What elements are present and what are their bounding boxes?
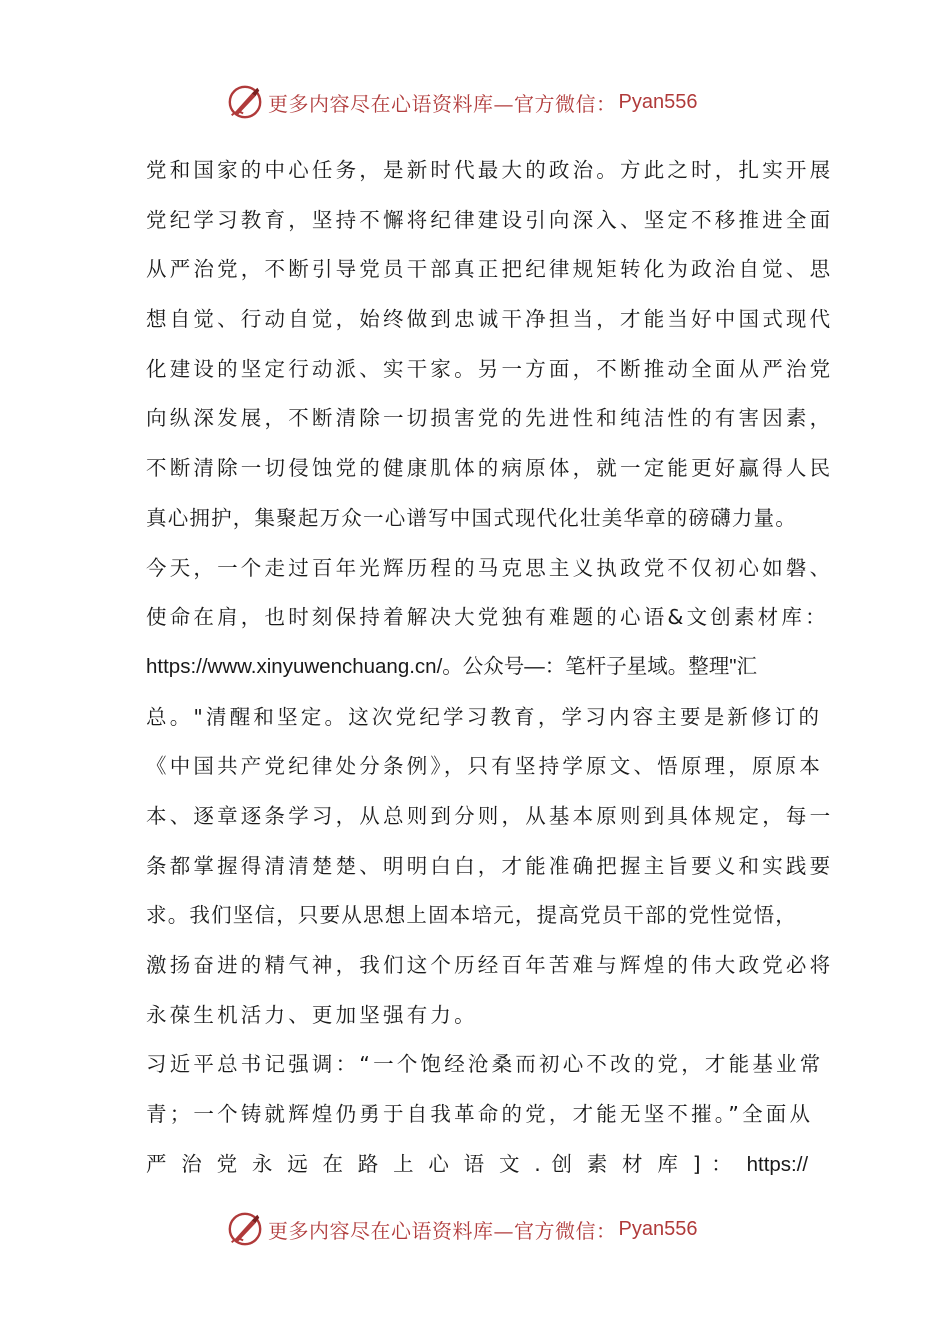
banner-wechat-id: Pyan556 <box>618 90 698 113</box>
paragraph-line: 激扬奋进的精气神，我们这个历经百年苦难与辉煌的伟大政党必将 <box>146 953 834 977</box>
char: 远 <box>287 1151 312 1176</box>
char: 语 <box>463 1151 489 1176</box>
paragraph-line: 化建设的坚定行动派、实干家。另一方面，不断推动全面从严治党 <box>146 356 834 381</box>
char: 文 <box>498 1151 524 1176</box>
paragraph-line: 青；一个铸就辉煌仍勇于自我革命的党，才能无坚不摧。”全面从 <box>146 1102 814 1127</box>
pen-logo-icon <box>226 83 264 121</box>
paragraph-line: 本、逐章逐条学习，从总则到分则，从基本原则到具体规定，每一 <box>146 803 834 828</box>
paragraph-line: 习近平总书记强调：“一个饱经沧桑而初心不改的党，才能基业常 <box>146 1052 824 1077</box>
banner-text: 更多内容尽在心语资料库—官方微信： <box>268 91 617 116</box>
char: 治 <box>181 1151 206 1176</box>
paragraph-line: 条都掌握得清清楚楚、明明白白，才能准确把握主旨要义和实践要 <box>146 853 834 878</box>
paragraph-line: 党和国家的中心任务，是新时代最大的政治。方此之时，扎实开展 <box>146 158 834 182</box>
banner-wechat-id: Pyan556 <box>618 1217 698 1240</box>
paragraph-line: 党纪学习教育，坚持不懈将纪律建设引向深入、坚定不移推进全面 <box>146 207 834 232</box>
char: ： <box>711 1151 736 1176</box>
char: 永 <box>251 1151 277 1176</box>
footer-banner <box>226 1209 746 1249</box>
char: 素 <box>586 1151 612 1176</box>
paragraph-line: 总。"清醒和坚定。这次党纪学习教育，学习内容主要是新修订的 <box>146 704 823 729</box>
paragraph-line: 向纵深发展，不断清除一切损害党的先进性和纯洁性的有害因素， <box>146 406 834 431</box>
paragraph-line: 想自觉、行动自觉，始终做到忠诚干净担当，才能当好中国式现代 <box>146 307 834 332</box>
char: 库 <box>657 1151 682 1176</box>
char: 创 <box>551 1151 577 1176</box>
char: 在 <box>322 1151 348 1176</box>
pen-logo-icon <box>226 1210 264 1248</box>
paragraph-line: 真心拥护，集聚起万众一心谱写中国式现代化壮美华章的磅礴力量。 <box>146 505 797 530</box>
paragraph-line-url: https://www.xinyuwenchuang.cn/。公众号—：笔杆子星域。整理"汇 <box>146 654 758 678</box>
char: 上 <box>393 1151 418 1176</box>
paragraph-line: 使命在肩，也时刻保持着解决大党独有难题的心语&文创素材库： <box>146 605 829 630</box>
banner-text: 更多内容尽在心语资料库—官方微信： <box>268 1218 617 1243</box>
paragraph-line: 求。我们坚信，只要从思想上固本培元，提高党员干部的党性觉悟， <box>146 903 797 928</box>
paragraph-line: 不断清除一切侵蚀党的健康肌体的病原体，就一定能更好赢得人民 <box>146 456 834 481</box>
header-banner <box>226 82 746 122</box>
url-fragment: https:// <box>746 1152 809 1176</box>
char: ] <box>692 1151 701 1176</box>
char: 路 <box>357 1151 383 1176</box>
paragraph-line: 永葆生机活力、更加坚强有力。 <box>146 1002 478 1027</box>
char: . <box>534 1151 541 1176</box>
document-body <box>146 150 834 1193</box>
paragraph-line: 今天，一个走过百年光辉历程的马克思主义执政党不仅初心如磐、 <box>146 555 834 580</box>
char: 党 <box>216 1151 242 1176</box>
char: 心 <box>428 1151 454 1176</box>
char: 材 <box>622 1151 647 1176</box>
paragraph-line: 从严治党，不断引导党员干部真正把纪律规矩转化为政治自觉、思 <box>146 257 834 282</box>
paragraph-line: 《中国共产党纪律处分条例》，只有坚持学原文、悟原理，原原本 <box>146 754 824 779</box>
char: 严 <box>146 1151 171 1176</box>
paragraph-line-justified <box>146 1144 808 1194</box>
